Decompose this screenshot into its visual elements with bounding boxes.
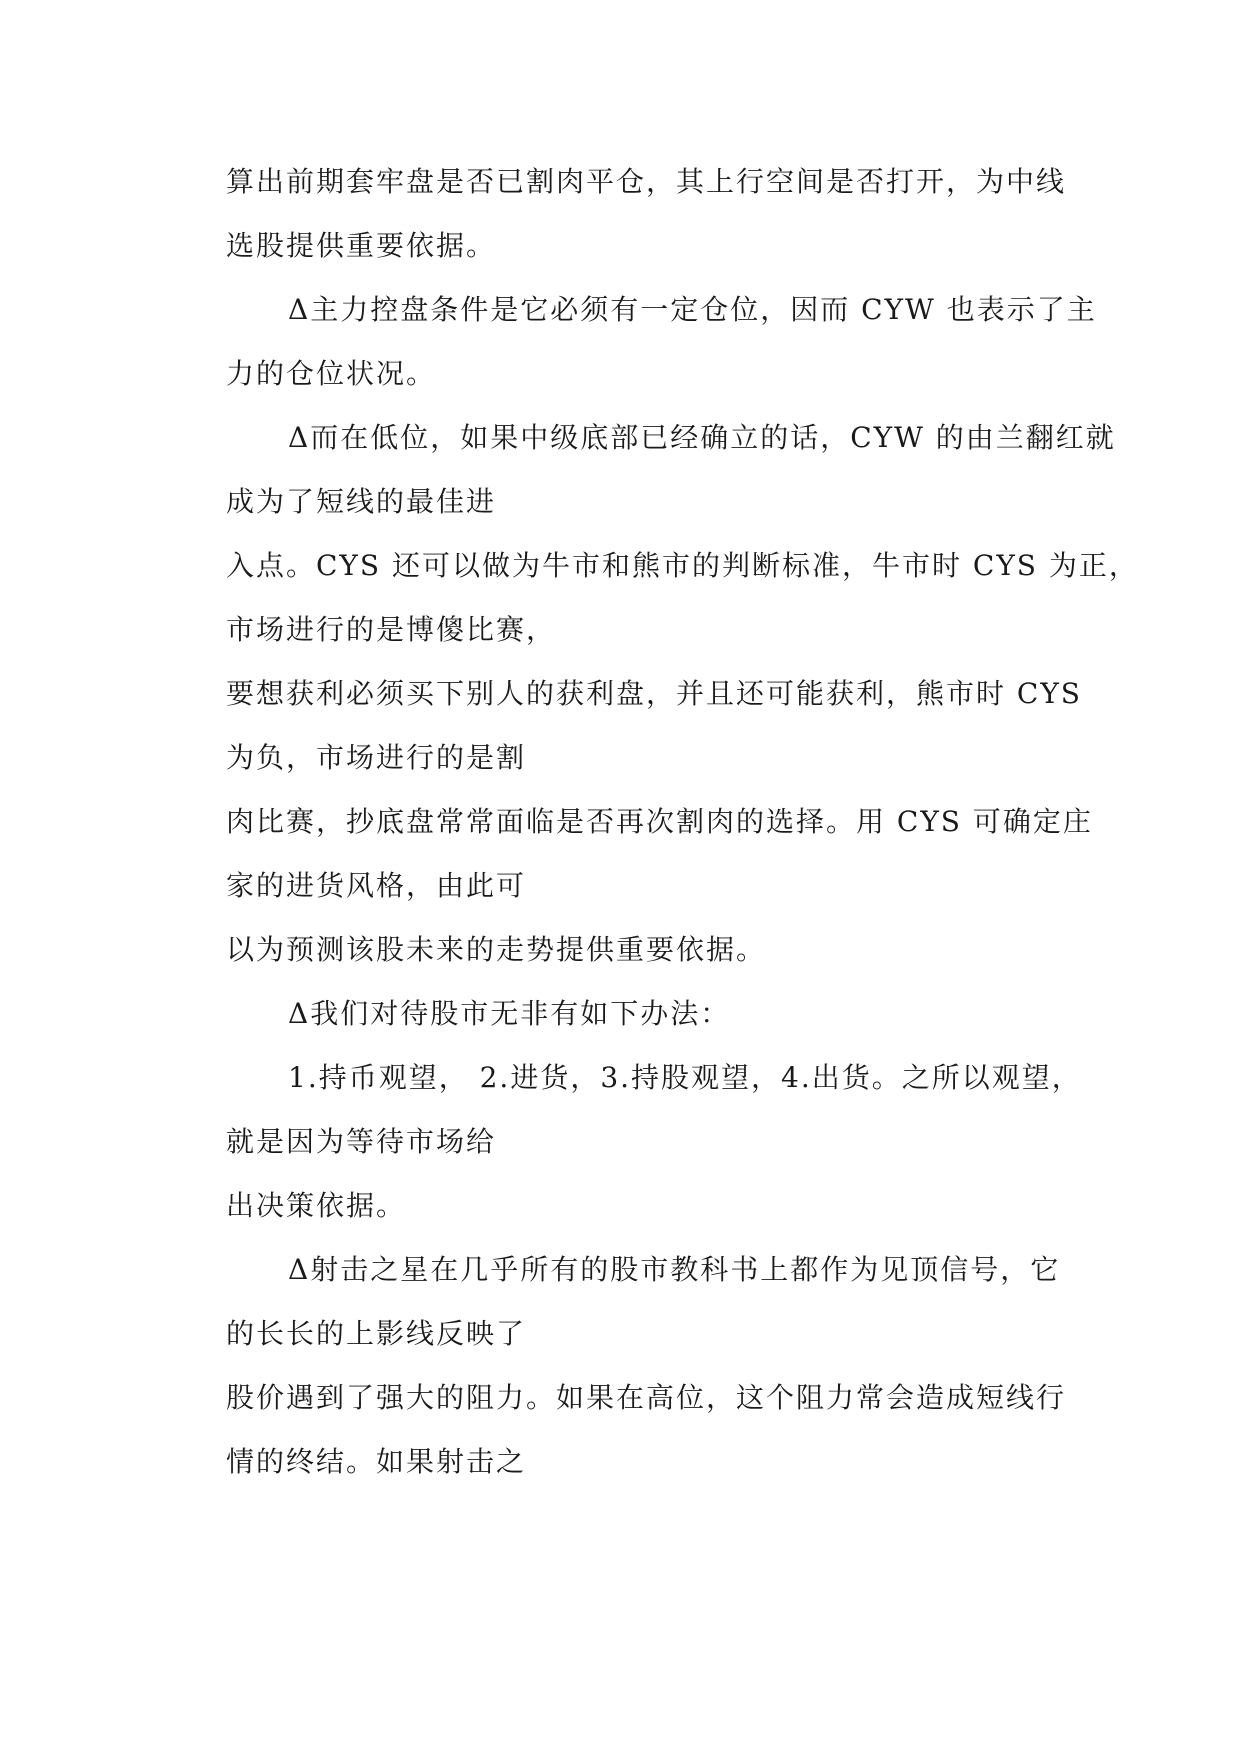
text-line: 为负，市场进行的是割: [226, 741, 527, 774]
text-line: Δ射击之星在几乎所有的股市教科书上都作为见顶信号，它: [288, 1253, 1061, 1286]
text-line: 以为预测该股未来的走势提供重要依据。: [226, 933, 767, 966]
text-line: Δ而在低位，如果中级底部已经确立的话，CYW 的由兰翻红就: [288, 421, 1116, 454]
text-line: 情的终结。如果射击之: [226, 1445, 527, 1478]
text-line: 就是因为等待市场给: [226, 1125, 497, 1158]
text-line: 算出前期套牢盘是否已割肉平仓，其上行空间是否打开，为中线: [226, 165, 1067, 198]
text-line: 选股提供重要依据。: [226, 229, 497, 262]
text-line: 的长长的上影线反映了: [226, 1317, 527, 1350]
text-line: 要想获利必须买下别人的获利盘，并且还可能获利，熊市时 CYS: [226, 677, 1082, 710]
text-line: 家的进货风格，由此可: [226, 869, 527, 902]
text-line: 力的仓位状况。: [226, 357, 437, 390]
text-line: Δ主力控盘条件是它必须有一定仓位，因而 CYW 也表示了主: [288, 293, 1097, 326]
text-line: 1.持币观望， 2.进货，3.持股观望，4.出货。之所以观望，: [288, 1061, 1082, 1094]
text-line: 市场进行的是博傻比赛，: [226, 613, 557, 646]
text-line: 入点。CYS 还可以做为牛市和熊市的判断标准，牛市时 CYS 为正，: [226, 549, 1139, 582]
text-line: 成为了短线的最佳进: [226, 485, 497, 518]
text-line: Δ我们对待股市无非有如下办法：: [288, 997, 731, 1030]
text-line: 股价遇到了强大的阻力。如果在高位，这个阻力常会造成短线行: [226, 1381, 1067, 1414]
text-line: 出决策依据。: [226, 1189, 407, 1222]
text-line: 肉比赛，抄底盘常常面临是否再次割肉的选择。用 CYS 可确定庄: [226, 805, 1093, 838]
